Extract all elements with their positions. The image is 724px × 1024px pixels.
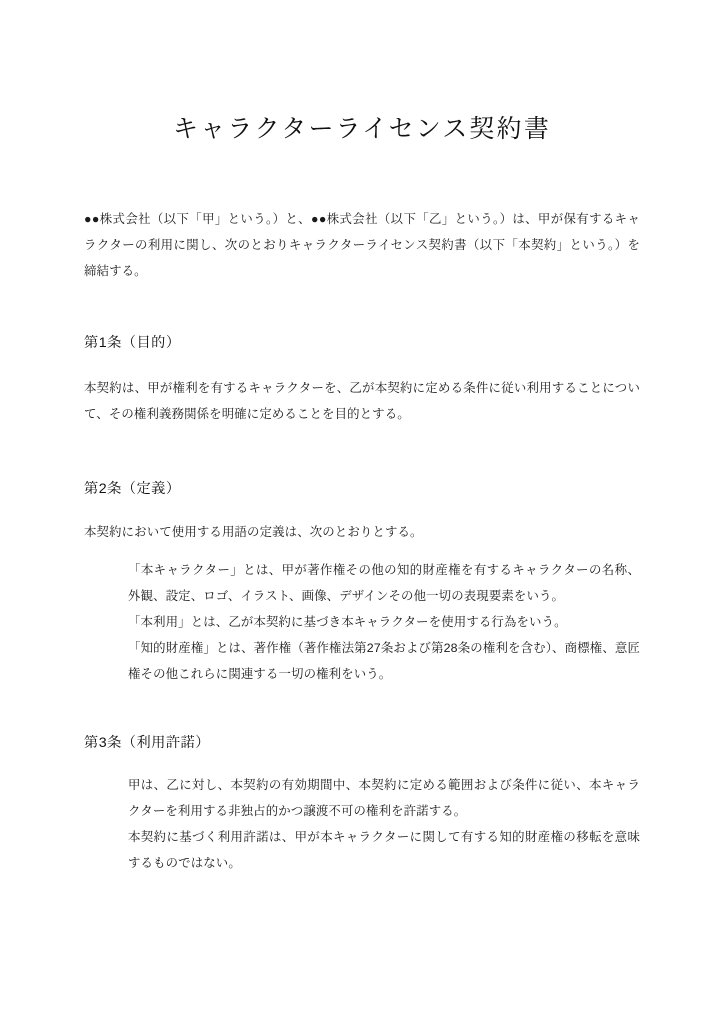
article-2-heading: 第2条（定義） — [84, 481, 181, 497]
article-2-body: 本契約において使用する用語の定義は、次のとおりとする。 — [84, 525, 423, 539]
article-2-clause-2: 「本利用」とは、乙が本契約に基づき本キャラクターを使用する行為をいう。 — [128, 615, 567, 629]
article-3-clause-1: 甲は、乙に対し、本契約の有効期間中、本契約に定める範囲および条件に従い、本キャラクターを利用する非独占的かつ譲渡不可の権利を許諾する。 — [128, 778, 640, 818]
document-body — [84, 0, 640, 1024]
article-3-clauses-block — [84, 772, 640, 876]
article-2-clause-list — [128, 557, 640, 687]
article-2-body-block — [84, 519, 640, 545]
preamble-paragraph: ●●株式会社（以下「甲」という。）と、●●株式会社（以下「乙」という。）は、甲が保有するキャラクターの利用に関し、次のとおりキャラクターライセンス契約書（以下「本契約」という。）を締結する。 — [84, 212, 640, 278]
article-1-heading: 第1条（目的） — [84, 335, 181, 351]
article-2-clause-3: 「知的財産権」とは、著作権（著作権法第27条および第28条の権利を含む）、商標権、意匠権その他これらに関連する一切の権利をいう。 — [128, 641, 640, 681]
article-2-heading-block — [84, 478, 640, 500]
article-3-heading: 第3条（利用許諾） — [84, 735, 210, 751]
document-title: キャラクターライセンス契約書 — [172, 115, 552, 143]
preamble-block — [84, 206, 640, 284]
article-1-body: 本契約は、甲が権利を有するキャラクターを、乙が本契約に定める条件に従い利用することについて、その権利義務関係を明確に定めることを目的とする。 — [84, 381, 640, 421]
article-1-heading-block — [84, 332, 640, 354]
article-3-heading-block — [84, 732, 640, 754]
article-1-body-block — [84, 375, 640, 427]
article-2-clauses-block — [84, 557, 640, 687]
article-2-clause-1: 「本キャラクター」とは、甲が著作権その他の知的財産権を有するキャラクターの名称、外観、設定、ロゴ、イラスト、画像、デザインその他一切の表現要素をいう。 — [128, 563, 640, 603]
article-3-clause-list — [128, 772, 640, 876]
article-3-clause-2: 本契約に基づく利用許諾は、甲が本キャラクターに関して有する知的財産権の移転を意味するものではない。 — [128, 830, 640, 870]
